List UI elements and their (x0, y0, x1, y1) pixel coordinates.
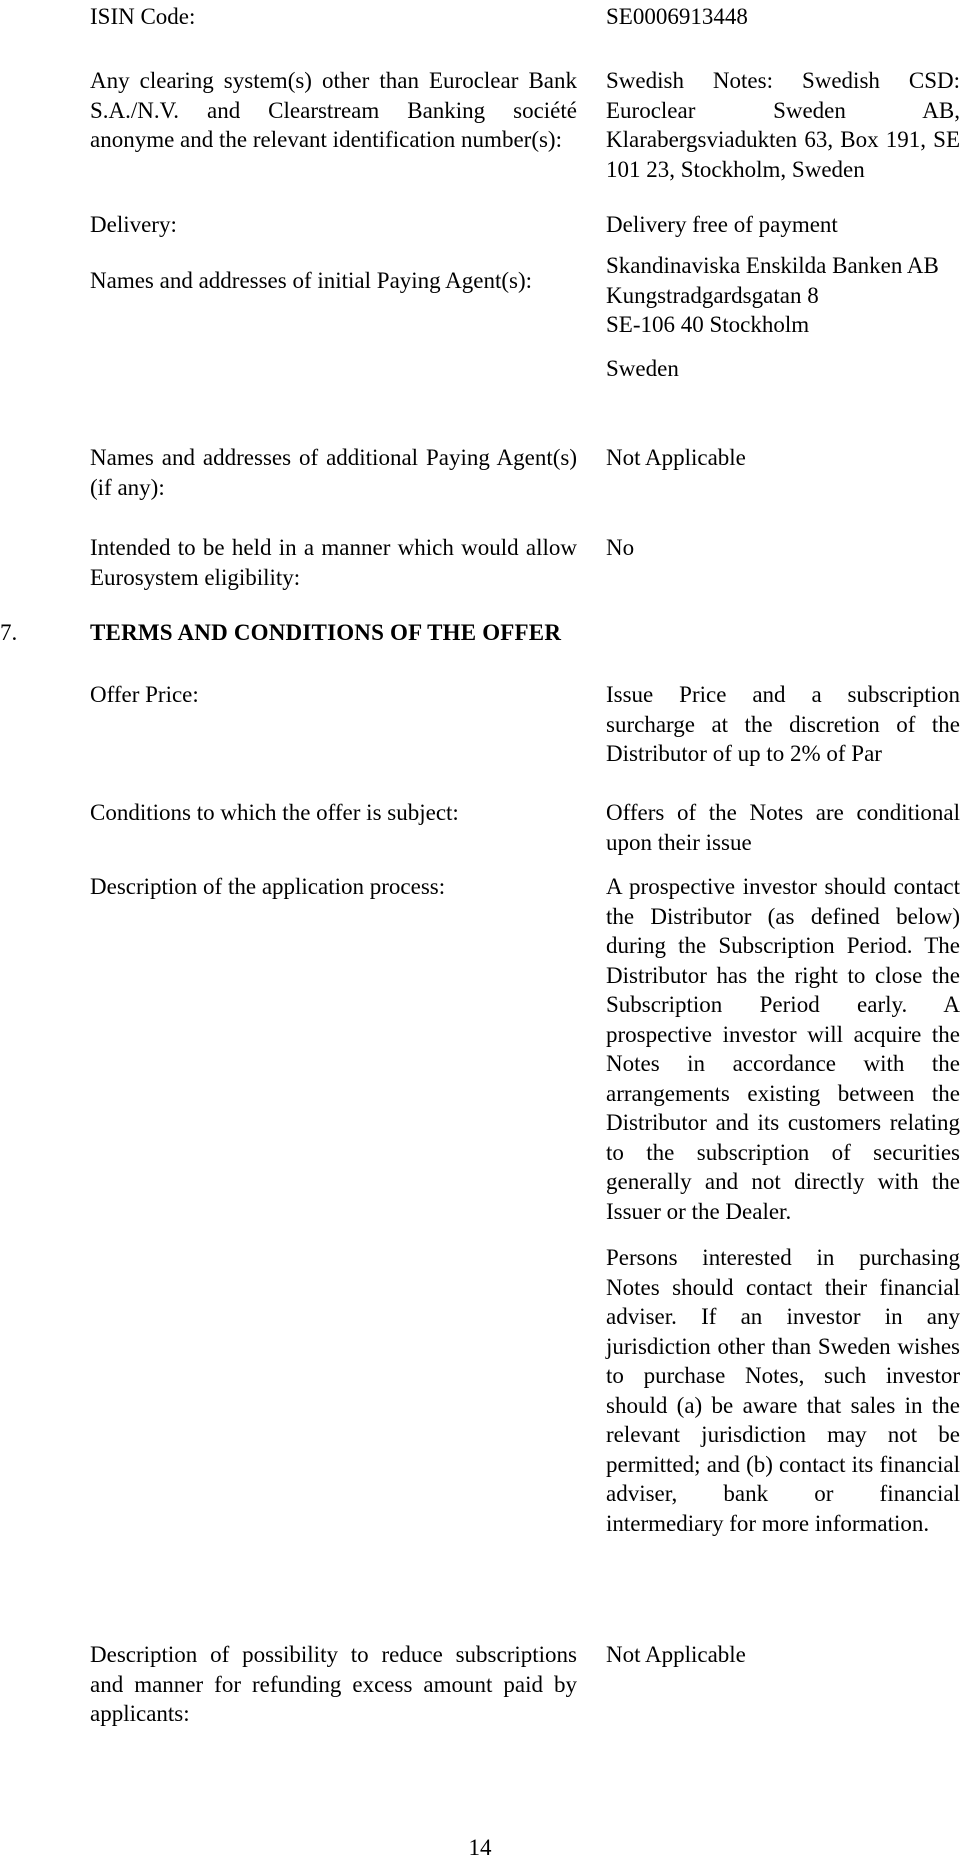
paying-agent-postcode-city: SE-106 40 Stockholm (606, 312, 810, 337)
page-number: 14 (468, 1835, 492, 1860)
application-process-paragraph: Persons interested in purchasing Notes should contact their financial adviser. If an investor in any jurisdiction other than Sweden wishes to purchase Notes, such investor should (a) be aware that sales in the relevant jurisdiction may not be permitted; and (b) contact its financial adviser, bank or financial intermediary for more information. (606, 1245, 960, 1536)
paying-agent-country: Sweden (606, 355, 679, 381)
value-reduce-subscriptions: Not Applicable (606, 1642, 746, 1667)
value-isin-code: SE0006913448 (606, 4, 748, 29)
label-additional-paying-agent: Names and addresses of additional Paying Agent(s) (if any): (90, 445, 577, 500)
value-delivery: Delivery free of payment (606, 212, 838, 237)
label-delivery: Delivery: (90, 212, 177, 237)
paying-agent-name: Skandinaviska Enskilda Banken AB (606, 253, 939, 278)
label-isin-code: ISIN Code: (90, 4, 196, 29)
label-offer-price: Offer Price: (90, 682, 199, 707)
label-application-process: Description of the application process: (90, 874, 446, 899)
section-number: 7. (0, 620, 18, 645)
section-heading: TERMS AND CONDITIONS OF THE OFFER (90, 620, 562, 645)
value-offer-conditions: Offers of the Notes are conditional upon their issue (606, 800, 960, 855)
value-initial-paying-agent (606, 251, 960, 383)
value-offer-price: Issue Price and a subscription surcharge at the discretion of the Distributor of up to 2% of Par (606, 682, 960, 766)
label-offer-conditions: Conditions to which the offer is subject: (90, 800, 459, 825)
paying-agent-street: Kungstradgardsgatan 8 (606, 282, 819, 308)
label-clearing-system: Any clearing system(s) other than Euroclear Bank S.A./N.V. and Clearstream Banking société anonyme and the relevant identification number(s): (90, 68, 577, 152)
value-clearing-system: Swedish Notes: Swedish CSD: Euroclear Sweden AB, Klarabergsviadukten 63, Box 191, SE 101 23, Stockholm, Sweden (606, 68, 960, 182)
value-additional-paying-agent: Not Applicable (606, 445, 746, 470)
label-reduce-subscriptions: Description of possibility to reduce subscriptions and manner for refunding excess amount paid by applicants: (90, 1642, 577, 1726)
application-process-paragraph: A prospective investor should contact the Distributor (as defined below) during the Subscription Period. The Distributor has the right to close the Subscription Period early. A prospective investor will acquire the Notes in accordance with the arrangements existing between the Distributor and its customers relating to the subscription of securities generally and not directly with the Issuer or the Dealer. (606, 874, 960, 1224)
value-application-process (606, 872, 960, 1538)
label-eurosystem-eligibility: Intended to be held in a manner which would allow Eurosystem eligibility: (90, 535, 577, 590)
value-eurosystem-eligibility: No (606, 535, 635, 560)
label-initial-paying-agent: Names and addresses of initial Paying Agent(s): (90, 268, 533, 293)
